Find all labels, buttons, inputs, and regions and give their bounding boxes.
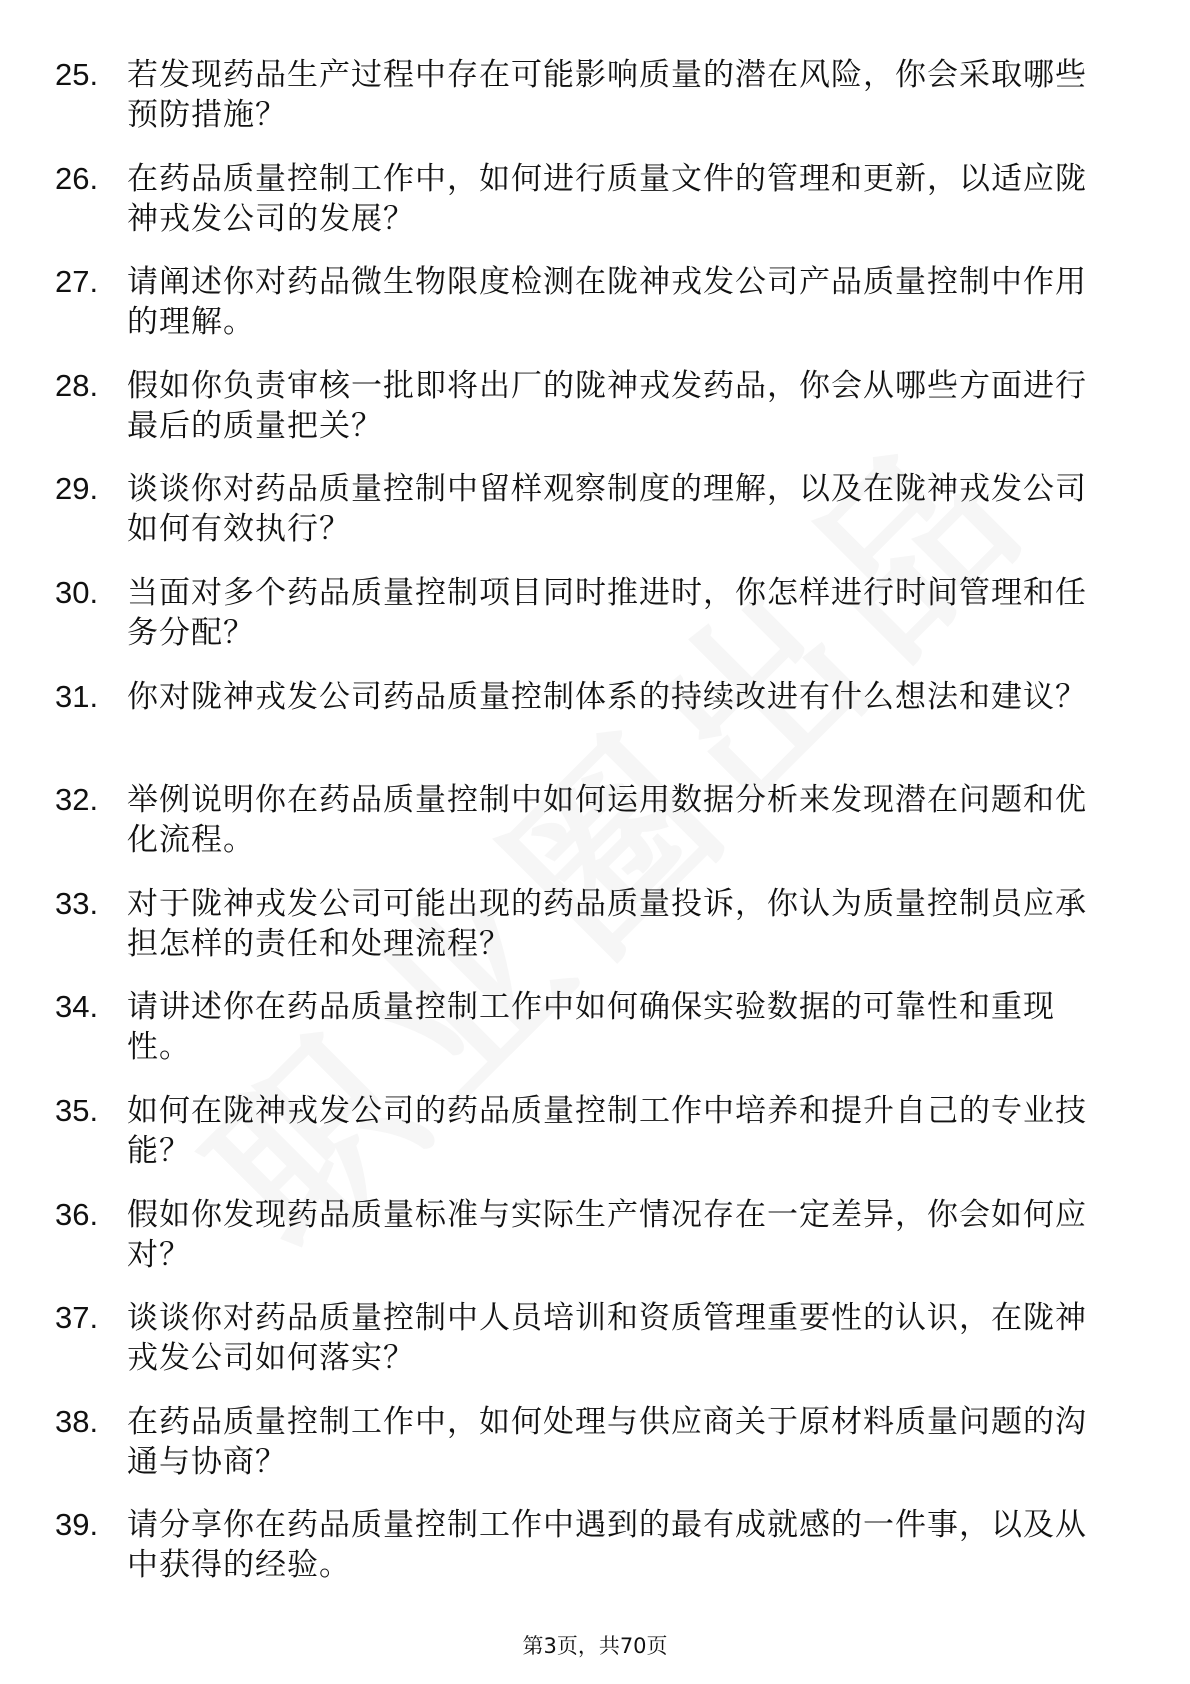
question-text: 你对陇神戎发公司药品质量控制体系的持续改进有什么想法和建议？ [127, 678, 1087, 715]
question-text: 若发现药品生产过程中存在可能影响质量的潜在风险，你会采取哪些预防措施？ [127, 57, 1087, 133]
question-number: 35. [55, 1092, 99, 1128]
question-number: 32. [55, 782, 99, 818]
list-item [55, 987, 1115, 1091]
question-number: 38. [55, 1403, 99, 1439]
question-number: 36. [55, 1196, 99, 1232]
question-text: 请讲述你在药品质量控制工作中如何确保实验数据的可靠性和重现性。 [127, 989, 1055, 1066]
question-text: 请阐述你对药品微生物限度检测在陇神戎发公司产品质量控制中作用的理解。 [127, 264, 1087, 341]
list-item [55, 1195, 1115, 1299]
question-number: 25. [55, 57, 99, 92]
question-text: 如何在陇神戎发公司的药品质量控制工作中培养和提升自己的专业技能？ [127, 1092, 1087, 1169]
list-item [55, 1402, 1115, 1506]
list-item [55, 366, 1115, 470]
question-text: 假如你发现药品质量标准与实际生产情况存在一定差异，你会如何应对？ [127, 1196, 1087, 1273]
list-item [55, 55, 1115, 159]
question-number: 29. [55, 471, 99, 507]
question-number: 33. [55, 885, 99, 921]
question-text: 在药品质量控制工作中，如何处理与供应商关于原材料质量问题的沟通与协商？ [127, 1403, 1087, 1480]
question-number: 34. [55, 989, 99, 1025]
list-item [55, 573, 1115, 677]
question-number: 27. [55, 264, 99, 300]
list-item [55, 780, 1115, 884]
question-list [55, 55, 1115, 1609]
question-text: 举例说明你在药品质量控制中如何运用数据分析来发现潜在问题和优化流程。 [127, 782, 1087, 859]
question-text: 谈谈你对药品质量控制中人员培训和资质管理重要性的认识，在陇神戎发公司如何落实？ [127, 1300, 1087, 1377]
question-text: 在药品质量控制工作中，如何进行质量文件的管理和更新，以适应陇神戎发公司的发展？ [127, 160, 1087, 237]
list-item [55, 677, 1115, 781]
question-text: 谈谈你对药品质量控制中留样观察制度的理解，以及在陇神戎发公司如何有效执行？ [127, 471, 1087, 548]
question-text: 请分享你在药品质量控制工作中遇到的最有成就感的一件事，以及从中获得的经验。 [127, 1507, 1087, 1584]
list-item [55, 1091, 1115, 1195]
question-text: 对于陇神戎发公司可能出现的药品质量投诉，你认为质量控制员应承担怎样的责任和处理流程？ [127, 885, 1087, 962]
page-indicator: 第3页，共70页 [522, 1634, 668, 1658]
list-item [55, 884, 1115, 988]
question-text: 当面对多个药品质量控制项目同时推进时，你怎样进行时间管理和任务分配？ [127, 574, 1087, 651]
question-number: 30. [55, 574, 99, 610]
question-number: 31. [55, 678, 99, 714]
list-item [55, 262, 1115, 366]
list-item [55, 1505, 1115, 1609]
list-item [55, 469, 1115, 573]
list-item [55, 1298, 1115, 1402]
question-number: 39. [55, 1507, 99, 1543]
question-text: 假如你负责审核一批即将出厂的陇神戎发药品，你会从哪些方面进行最后的质量把关？ [127, 367, 1087, 444]
list-item [55, 159, 1115, 263]
question-number: 28. [55, 367, 99, 403]
question-number: 37. [55, 1300, 99, 1336]
question-number: 26. [55, 160, 99, 196]
